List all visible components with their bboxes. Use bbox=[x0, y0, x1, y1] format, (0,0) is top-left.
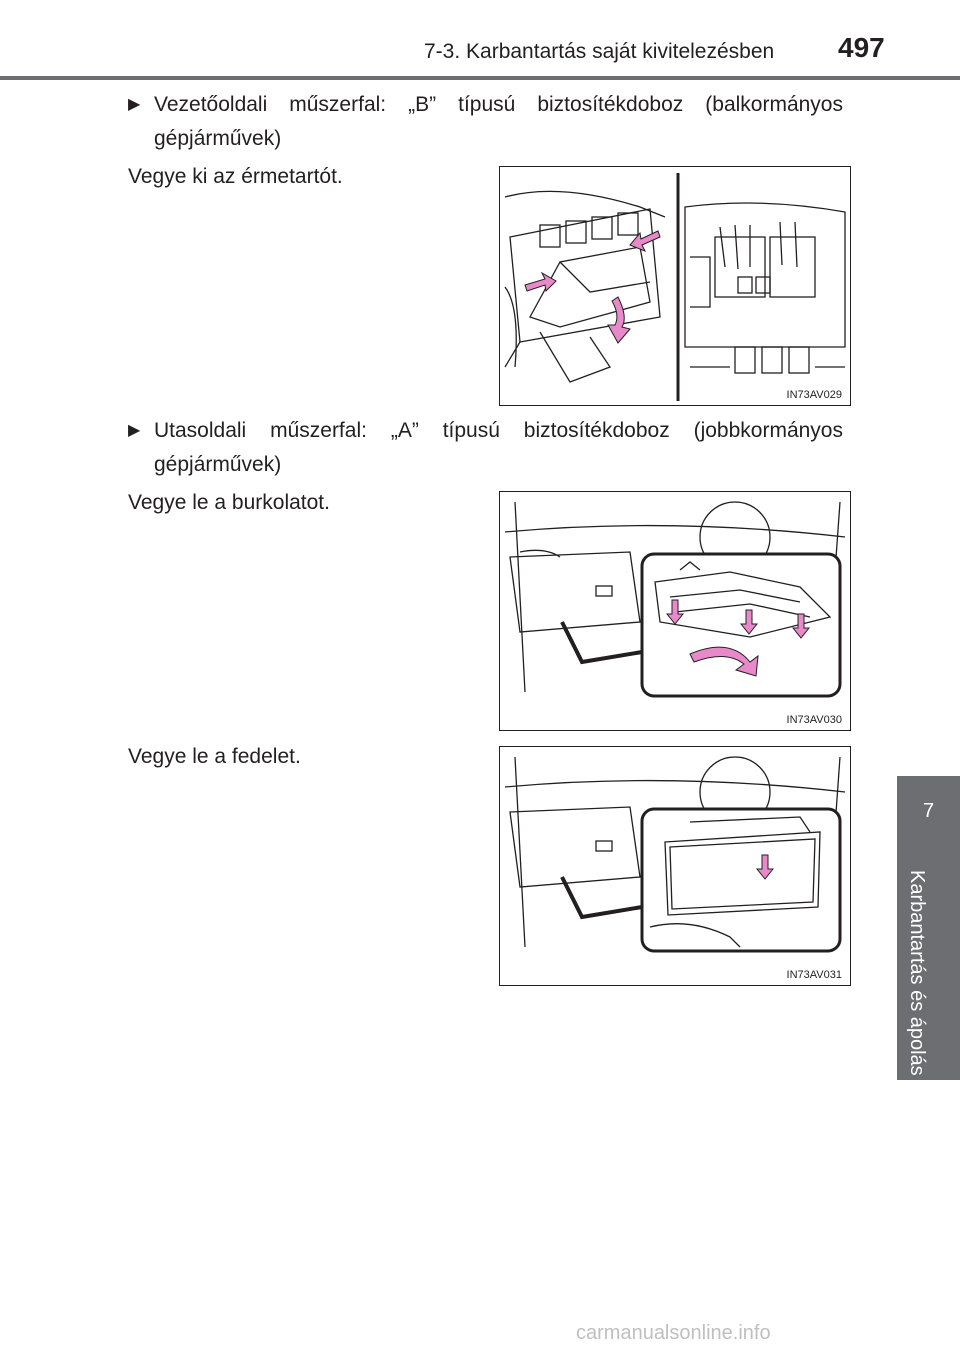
bullet-text-continued: gépjárművek) bbox=[154, 127, 282, 150]
bullet-text-continued: gépjárművek) bbox=[154, 453, 282, 476]
step-instruction: Vegye ki az érmetartót. bbox=[128, 165, 343, 188]
header-rule bbox=[0, 76, 960, 80]
figure-coin-holder bbox=[499, 166, 851, 406]
bullet-text: Vezetőoldali műszerfal: „B” típusú biztosítékdoboz (balkormányos bbox=[154, 93, 843, 116]
footer-watermark: carmanualsonline.info bbox=[576, 1322, 771, 1344]
figure-code: IN73AV031 bbox=[786, 969, 842, 981]
bullet-passenger-side bbox=[128, 414, 843, 482]
step-instruction: Vegye le a burkolatot. bbox=[128, 491, 330, 514]
section-title: 7-3. Karbantartás saját kivitelezésben bbox=[424, 40, 775, 63]
bullet-text: Utasoldali műszerfal: „A” típusú biztosítékdoboz (jobbkormányos bbox=[154, 419, 843, 442]
figure-lid-removal bbox=[499, 746, 851, 986]
figure-cover-removal bbox=[499, 491, 851, 731]
page-number: 497 bbox=[838, 32, 885, 63]
chapter-title-tab[interactable] bbox=[897, 858, 960, 1080]
chapter-tab[interactable] bbox=[897, 776, 960, 858]
figure-code: IN73AV030 bbox=[786, 714, 842, 726]
chapter-number: 7 bbox=[922, 800, 935, 822]
figure-code: IN73AV029 bbox=[786, 389, 842, 401]
step-instruction: Vegye le a fedelet. bbox=[128, 745, 301, 768]
chapter-title: Karbantartás és ápolás bbox=[906, 870, 928, 1076]
coin-holder-illustration bbox=[500, 167, 851, 406]
bullet-driver-side bbox=[128, 88, 843, 156]
bullet-arrow-icon: ▶ bbox=[128, 422, 141, 439]
lid-removal-illustration bbox=[500, 747, 851, 986]
bullet-arrow-icon: ▶ bbox=[128, 96, 141, 113]
cover-removal-illustration bbox=[500, 492, 851, 731]
